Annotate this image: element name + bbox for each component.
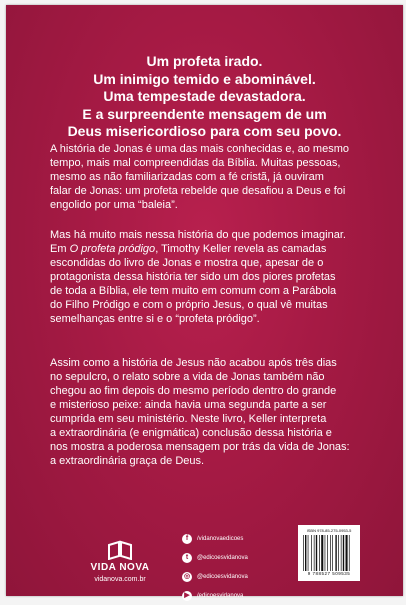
social-handle: @edicoesvidanova [197,554,248,561]
text-line: do Filho Pródigo e com o próprio Jesus, o qual vê muitas [50,299,328,311]
social-item-facebook [182,529,282,548]
ean-number: 9 788527 509535 [307,571,351,576]
isbn-text: ISBN 978-85-275-0953-5 [306,528,352,533]
back-cover [6,5,403,599]
instagram-icon: ◎ [183,572,191,580]
headline-line: E a surpreendente mensagem de um [82,105,327,122]
text-line: a extraordinária graça de Deus. [50,455,205,467]
text-line: semelhanças entre si e o “profeta pródigo”. [50,313,260,325]
synopsis-paragraph-2 [50,228,370,326]
headline [26,53,383,141]
book-logo-icon [105,540,135,560]
text-line: mesmo as não familiarizadas com a fé cristã, já ouviram [50,171,324,183]
social-item-youtube [182,586,282,605]
text-line: falar de Jonas: um profeta rebelde que desafiou a Deus e foi [50,185,346,197]
social-handle: /vidanovaedicoes [197,535,244,542]
social-handle: /edicoesvidanova [197,592,244,599]
barcode-bars [302,535,356,571]
text-line: de toda a Bíblia, ele tem muito em comum com a Parábola [50,285,337,297]
twitter-icon: t [182,553,192,563]
text-line: engolido por uma “baleia”. [50,199,178,211]
text-fragment: Em [50,243,70,255]
text-line: chegou ao fim depois do mesmo período dentro do grande [50,385,337,397]
social-item-twitter [182,548,282,567]
facebook-icon: f [182,534,192,544]
barcode [298,525,360,581]
text-fragment: , Timothy Keller revela as camadas [155,243,327,255]
text-line: cumprida em seu ministério. Neste livro, Keller interpreta [50,413,327,425]
social-links [182,529,282,605]
text-line: no sepulcro, o relato sobre a vida de Jonas também não [50,371,325,383]
text-line: protagonista dessa história ter sido um dos piores profetas [50,271,336,283]
social-item-instagram [182,567,282,586]
youtube-icon: ▶ [182,591,192,601]
text-line: tempo, mais mal compreendidas da Bíblia. Muitas pessoas, [50,157,341,169]
book-title: O profeta pródigo [69,243,156,255]
text-line: A história de Jonas é uma das mais conhecidas e, ao mesmo [50,143,349,155]
social-handle: @edicoesvidanova [197,573,248,580]
text-line: Mas há muito mais nessa história do que podemos imaginar. [50,229,346,241]
synopsis-paragraph-3 [50,356,370,468]
synopsis-paragraph-1 [50,142,370,212]
text-line: e misterioso peixe: ainda havia uma segunda parte a ser [50,399,327,411]
headline-line: Deus misericordioso para com seu povo. [67,123,342,139]
text-line: Assim como a história de Jesus não acabou após três dias [50,357,337,369]
headline-line: Um profeta irado. [146,53,263,69]
text-line: a extraordinária (e enigmática) conclusão dessa história e [50,427,332,439]
publisher-logo [80,540,160,583]
headline-line: Uma tempestade devastadora. [103,88,306,104]
publisher-name: VIDA NOVA [90,562,150,573]
text-line [50,242,370,256]
headline-line: Um inimigo temido e abominável. [93,70,316,87]
publisher-url: vidanova.com.br [94,576,146,583]
text-line: nos mostra a poderosa mensagem por trás da vida de Jonas: [50,441,350,453]
text-line: escondidas do livro de Jonas e mostra que, apesar de o [50,257,324,269]
